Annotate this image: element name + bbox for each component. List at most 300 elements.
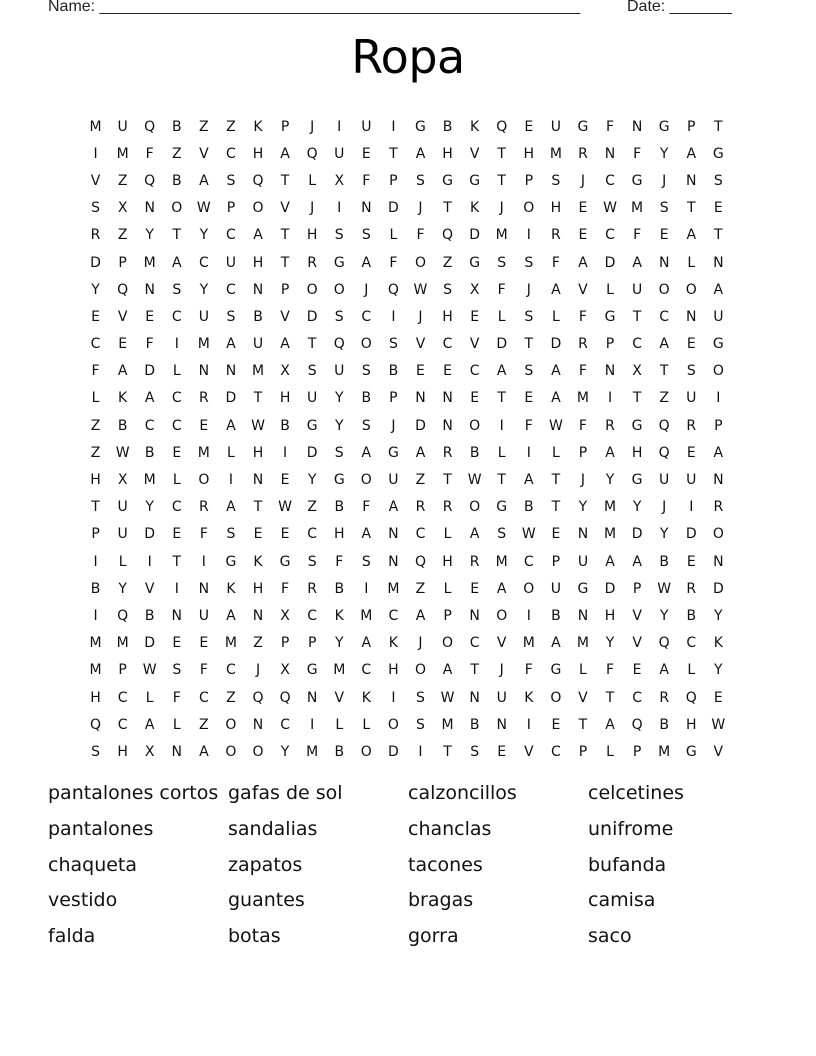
grid-letter[interactable]: C [117,716,128,733]
grid-letter[interactable]: L [118,553,127,570]
grid-letter[interactable]: O [414,662,426,679]
grid-letter[interactable]: L [389,227,398,244]
grid-letter[interactable]: M [522,635,535,652]
grid-letter[interactable]: Q [414,553,426,570]
grid-letter[interactable]: E [91,308,100,325]
grid-letter[interactable]: L [362,716,371,733]
grid-letter[interactable]: V [199,145,209,162]
grid-letter[interactable]: D [306,308,318,325]
grid-letter[interactable]: U [686,472,697,489]
grid-letter[interactable]: Q [279,689,291,706]
grid-letter[interactable]: T [470,662,479,679]
grid-letter[interactable]: Q [144,118,156,135]
grid-letter[interactable]: A [226,607,236,624]
grid-letter[interactable]: E [551,526,561,543]
grid-letter[interactable]: I [418,743,423,760]
grid-letter[interactable]: Z [117,172,128,189]
grid-letter[interactable]: C [90,336,101,353]
grid-letter[interactable]: E [524,390,534,407]
grid-letter[interactable]: I [201,553,206,570]
grid-letter[interactable]: L [687,662,696,679]
grid-letter[interactable]: M [143,254,156,271]
grid-letter[interactable]: M [603,526,617,543]
grid-letter[interactable]: R [551,227,561,244]
grid-letter[interactable]: D [90,254,101,271]
grid-letter[interactable]: P [280,281,290,298]
grid-letter[interactable]: N [198,363,210,380]
grid-letter[interactable]: A [551,281,561,298]
grid-letter[interactable]: L [497,308,506,325]
grid-letter[interactable]: B [144,607,155,624]
grid-letter[interactable]: P [578,444,588,461]
grid-letter[interactable]: L [579,662,587,679]
grid-letter[interactable]: C [361,662,372,679]
grid-letter[interactable]: N [144,200,155,217]
grid-letter[interactable]: I [93,607,98,624]
grid-letter[interactable]: W [657,580,672,597]
grid-letter[interactable]: F [335,553,344,570]
grid-letter[interactable]: P [280,635,290,652]
grid-letter[interactable]: F [91,363,100,380]
grid-letter[interactable]: U [117,499,128,516]
grid-letter[interactable]: E [470,308,480,325]
grid-letter[interactable]: S [91,743,100,760]
grid-letter[interactable]: O [469,417,481,434]
grid-letter[interactable]: G [631,417,643,434]
grid-letter[interactable]: B [659,553,669,570]
grid-letter[interactable]: S [713,172,723,189]
grid-letter[interactable]: T [605,689,615,706]
grid-letter[interactable]: R [686,580,697,597]
grid-letter[interactable]: J [499,662,504,679]
grid-letter[interactable]: N [171,607,183,624]
grid-letter[interactable]: E [361,145,371,162]
grid-letter[interactable]: T [172,553,182,570]
grid-letter[interactable]: M [306,743,319,760]
grid-letter[interactable]: T [524,336,534,353]
grid-letter[interactable]: Q [252,172,264,189]
grid-letter[interactable]: J [364,281,369,298]
grid-letter[interactable]: F [578,308,587,325]
grid-letter[interactable]: I [283,444,288,461]
grid-letter[interactable]: W [711,716,726,733]
grid-letter[interactable]: B [551,607,561,624]
grid-letter[interactable]: Y [632,499,642,516]
grid-letter[interactable]: O [252,743,264,760]
grid-letter[interactable]: T [443,472,452,489]
grid-letter[interactable]: J [580,172,586,189]
grid-letter[interactable]: C [686,635,697,652]
grid-letter[interactable]: V [280,308,290,325]
grid-letter[interactable]: L [172,716,181,733]
grid-letter[interactable]: E [632,662,642,679]
grid-letter[interactable]: H [442,308,453,325]
date-field-label[interactable]: Date: _______ [627,0,732,15]
grid-letter[interactable]: E [686,444,696,461]
grid-letter[interactable]: A [659,336,669,353]
grid-letter[interactable]: C [415,526,426,543]
grid-letter[interactable]: U [117,526,128,543]
grid-letter[interactable]: F [578,417,587,434]
grid-letter[interactable]: S [226,526,236,543]
grid-letter[interactable]: A [524,472,534,489]
grid-letter[interactable]: A [226,336,236,353]
grid-letter[interactable]: D [496,336,508,353]
grid-letter[interactable]: P [714,417,723,434]
grid-letter[interactable]: V [334,689,345,706]
grid-letter[interactable]: O [360,336,372,353]
grid-letter[interactable]: K [334,607,344,624]
grid-letter[interactable]: U [388,472,399,489]
grid-letter[interactable]: Y [307,472,317,489]
grid-letter[interactable]: Q [658,444,670,461]
grid-letter[interactable]: O [225,716,237,733]
grid-letter[interactable]: L [145,689,154,706]
grid-letter[interactable]: G [685,743,697,760]
grid-letter[interactable]: H [252,580,264,597]
grid-letter[interactable]: A [605,553,615,570]
grid-letter[interactable]: X [334,172,345,189]
grid-letter[interactable]: B [117,417,128,434]
grid-letter[interactable]: O [523,580,535,597]
grid-letter[interactable]: C [388,607,399,624]
grid-letter[interactable]: E [443,363,452,380]
grid-letter[interactable]: N [252,472,264,489]
grid-letter[interactable]: J [662,499,667,516]
grid-letter[interactable]: T [172,227,182,244]
grid-letter[interactable]: A [578,254,588,271]
grid-letter[interactable]: A [551,390,561,407]
grid-letter[interactable]: S [307,363,317,380]
grid-letter[interactable]: Q [387,281,399,298]
grid-letter[interactable]: A [361,444,372,461]
grid-letter[interactable]: N [388,553,399,570]
grid-letter[interactable]: A [117,363,128,380]
grid-letter[interactable]: C [226,145,236,162]
grid-letter[interactable]: A [253,227,263,244]
grid-letter[interactable]: G [577,118,589,135]
grid-letter[interactable]: T [280,254,290,271]
grid-letter[interactable]: D [388,743,399,760]
grid-letter[interactable]: A [496,363,507,380]
grid-letter[interactable]: O [523,200,535,217]
grid-letter[interactable]: H [252,254,264,271]
grid-letter[interactable]: Z [226,118,236,135]
grid-letter[interactable]: U [252,336,264,353]
grid-letter[interactable]: U [198,607,209,624]
grid-letter[interactable]: A [713,444,724,461]
grid-letter[interactable]: M [441,716,454,733]
grid-letter[interactable]: T [443,743,452,760]
grid-letter[interactable]: H [279,390,291,407]
grid-letter[interactable]: I [93,145,98,162]
grid-letter[interactable]: Y [605,635,615,652]
grid-letter[interactable]: Q [306,145,318,162]
grid-letter[interactable]: J [391,417,396,434]
grid-letter[interactable]: E [470,390,480,407]
grid-letter[interactable]: Q [658,417,670,434]
grid-letter[interactable]: Y [714,607,723,624]
grid-letter[interactable]: O [712,526,724,543]
grid-letter[interactable]: P [578,743,588,760]
word-search-grid[interactable] [82,113,732,766]
grid-letter[interactable]: N [658,254,670,271]
grid-letter[interactable]: P [91,526,100,543]
grid-letter[interactable]: U [550,580,561,597]
grid-letter[interactable]: S [226,172,236,189]
grid-letter[interactable]: V [496,635,507,652]
grid-letter[interactable]: W [521,526,536,543]
grid-letter[interactable]: C [307,526,318,543]
grid-letter[interactable]: G [469,254,481,271]
grid-letter[interactable]: M [116,145,129,162]
grid-letter[interactable]: R [659,689,670,706]
grid-letter[interactable]: P [524,172,534,189]
grid-letter[interactable]: S [361,227,371,244]
grid-letter[interactable]: Q [117,607,129,624]
grid-letter[interactable]: A [686,145,697,162]
grid-letter[interactable]: M [576,390,589,407]
grid-letter[interactable]: F [633,145,642,162]
grid-letter[interactable]: W [115,444,130,461]
grid-letter[interactable]: N [225,363,237,380]
grid-letter[interactable]: M [495,553,508,570]
grid-letter[interactable]: C [550,743,561,760]
grid-letter[interactable]: F [497,281,506,298]
grid-letter[interactable]: O [387,716,399,733]
grid-letter[interactable]: G [306,662,318,679]
grid-letter[interactable]: I [607,390,613,407]
grid-letter[interactable]: A [171,254,182,271]
grid-letter[interactable]: C [198,689,209,706]
grid-letter[interactable]: A [551,363,561,380]
grid-letter[interactable]: F [551,254,560,271]
grid-letter[interactable]: C [442,336,453,353]
grid-letter[interactable]: R [578,336,588,353]
grid-letter[interactable]: C [117,689,128,706]
grid-letter[interactable]: A [713,281,724,298]
grid-letter[interactable]: N [361,200,372,217]
grid-letter[interactable]: O [442,635,454,652]
grid-letter[interactable]: L [91,390,100,407]
grid-letter[interactable]: I [147,553,152,570]
grid-letter[interactable]: T [551,472,561,489]
grid-letter[interactable]: N [252,281,264,298]
grid-letter[interactable]: D [631,526,643,543]
grid-letter[interactable]: V [713,743,724,760]
grid-letter[interactable]: N [306,689,318,706]
grid-letter[interactable]: B [523,499,534,516]
grid-letter[interactable]: T [91,499,100,516]
grid-letter[interactable]: Y [714,662,723,679]
grid-letter[interactable]: P [280,118,290,135]
grid-letter[interactable]: I [526,444,531,461]
grid-letter[interactable]: X [280,607,290,624]
grid-letter[interactable]: Y [91,281,100,298]
grid-letter[interactable]: V [144,580,155,597]
grid-letter[interactable]: S [172,281,182,298]
grid-letter[interactable]: O [550,689,562,706]
grid-letter[interactable]: S [361,363,371,380]
grid-letter[interactable]: C [198,254,209,271]
grid-letter[interactable]: C [659,308,670,325]
grid-letter[interactable]: B [253,308,263,325]
grid-letter[interactable]: E [713,689,723,706]
grid-letter[interactable]: W [440,689,455,706]
grid-letter[interactable]: P [632,743,642,760]
grid-letter[interactable]: A [605,716,615,733]
grid-letter[interactable]: U [659,472,670,489]
grid-letter[interactable]: N [604,145,616,162]
grid-letter[interactable]: I [391,308,396,325]
grid-letter[interactable]: B [144,444,155,461]
grid-letter[interactable]: E [253,526,263,543]
grid-letter[interactable]: M [495,227,508,244]
grid-letter[interactable]: F [524,417,533,434]
grid-letter[interactable]: I [228,472,233,489]
grid-letter[interactable]: O [712,363,724,380]
grid-letter[interactable]: Q [117,281,129,298]
grid-letter[interactable]: K [253,553,263,570]
grid-letter[interactable]: B [469,444,480,461]
grid-letter[interactable]: G [333,254,345,271]
grid-letter[interactable]: R [469,553,480,570]
grid-letter[interactable]: W [413,281,428,298]
grid-letter[interactable]: B [171,118,182,135]
grid-letter[interactable]: C [632,336,642,353]
grid-letter[interactable]: X [280,662,290,679]
grid-letter[interactable]: S [416,716,425,733]
grid-letter[interactable]: M [360,607,373,624]
grid-letter[interactable]: V [469,336,480,353]
grid-letter[interactable]: P [443,607,452,624]
grid-letter[interactable]: S [334,308,344,325]
grid-letter[interactable]: A [388,499,399,516]
grid-letter[interactable]: G [415,118,426,135]
grid-letter[interactable]: W [196,200,211,217]
name-field-label[interactable]: Name: ______________________________________________________ [48,0,581,15]
grid-letter[interactable]: J [310,118,315,135]
grid-letter[interactable]: P [632,580,642,597]
grid-letter[interactable]: J [310,200,315,217]
grid-letter[interactable]: Y [145,499,154,516]
grid-letter[interactable]: C [171,499,182,516]
grid-letter[interactable]: U [550,118,561,135]
grid-letter[interactable]: F [362,172,371,189]
grid-letter[interactable]: C [171,308,182,325]
grid-letter[interactable]: T [253,499,263,516]
grid-letter[interactable]: A [415,607,426,624]
grid-letter[interactable]: C [171,390,182,407]
grid-letter[interactable]: N [577,607,589,624]
grid-letter[interactable]: R [307,580,318,597]
grid-letter[interactable]: Q [658,635,670,652]
grid-letter[interactable]: J [499,200,504,217]
grid-letter[interactable]: J [418,635,423,652]
grid-letter[interactable]: T [389,145,398,162]
grid-letter[interactable]: H [117,743,128,760]
grid-letter[interactable]: L [227,444,235,461]
grid-letter[interactable]: S [416,172,425,189]
grid-letter[interactable]: E [578,200,588,217]
grid-letter[interactable]: A [361,635,372,652]
grid-letter[interactable]: L [606,281,614,298]
grid-letter[interactable]: L [443,526,452,543]
grid-letter[interactable]: G [631,472,643,489]
grid-letter[interactable]: R [578,145,588,162]
grid-letter[interactable]: E [172,635,182,652]
grid-letter[interactable]: U [496,689,507,706]
grid-letter[interactable]: Y [334,390,344,407]
grid-letter[interactable]: N [252,607,264,624]
grid-letter[interactable]: A [632,254,642,271]
grid-letter[interactable]: N [577,526,589,543]
grid-letter[interactable]: S [388,336,398,353]
grid-letter[interactable]: Z [90,444,101,461]
grid-letter[interactable]: I [689,499,694,516]
grid-letter[interactable]: N [631,118,643,135]
grid-letter[interactable]: K [253,118,263,135]
grid-letter[interactable]: V [578,689,588,706]
grid-letter[interactable]: A [361,254,372,271]
grid-letter[interactable]: U [713,308,724,325]
grid-letter[interactable]: X [117,472,128,489]
grid-letter[interactable]: F [524,662,533,679]
grid-letter[interactable]: D [469,227,481,244]
grid-letter[interactable]: A [469,526,480,543]
grid-letter[interactable]: T [497,145,506,162]
grid-letter[interactable]: S [524,254,534,271]
grid-letter[interactable]: U [307,390,318,407]
grid-letter[interactable]: E [470,580,480,597]
grid-letter[interactable]: O [171,200,183,217]
grid-letter[interactable]: A [226,417,236,434]
grid-letter[interactable]: A [415,444,426,461]
grid-letter[interactable]: Q [144,172,156,189]
grid-letter[interactable]: R [442,499,453,516]
grid-letter[interactable]: H [90,689,101,706]
grid-letter[interactable]: C [226,662,236,679]
grid-letter[interactable]: H [631,444,643,461]
grid-letter[interactable]: Y [334,635,344,652]
grid-letter[interactable]: A [144,390,155,407]
grid-letter[interactable]: G [387,444,399,461]
grid-letter[interactable]: M [197,444,210,461]
grid-letter[interactable]: T [659,363,669,380]
grid-letter[interactable]: B [171,172,182,189]
grid-letter[interactable]: Y [659,526,669,543]
grid-letter[interactable]: P [605,336,615,353]
grid-letter[interactable]: H [550,200,562,217]
grid-letter[interactable]: N [198,580,210,597]
grid-letter[interactable]: J [418,200,423,217]
grid-letter[interactable]: S [524,363,534,380]
grid-letter[interactable]: I [526,227,531,244]
grid-letter[interactable]: K [361,689,371,706]
grid-letter[interactable]: L [172,363,181,380]
grid-letter[interactable]: M [387,580,400,597]
grid-letter[interactable]: H [306,227,318,244]
grid-letter[interactable]: V [469,145,480,162]
grid-letter[interactable]: I [93,553,98,570]
grid-letter[interactable]: U [361,118,372,135]
grid-letter[interactable]: W [278,499,292,516]
grid-letter[interactable]: T [443,200,452,217]
grid-letter[interactable]: Z [442,254,453,271]
grid-letter[interactable]: B [90,580,101,597]
grid-letter[interactable]: S [172,662,182,679]
grid-letter[interactable]: A [280,336,290,353]
